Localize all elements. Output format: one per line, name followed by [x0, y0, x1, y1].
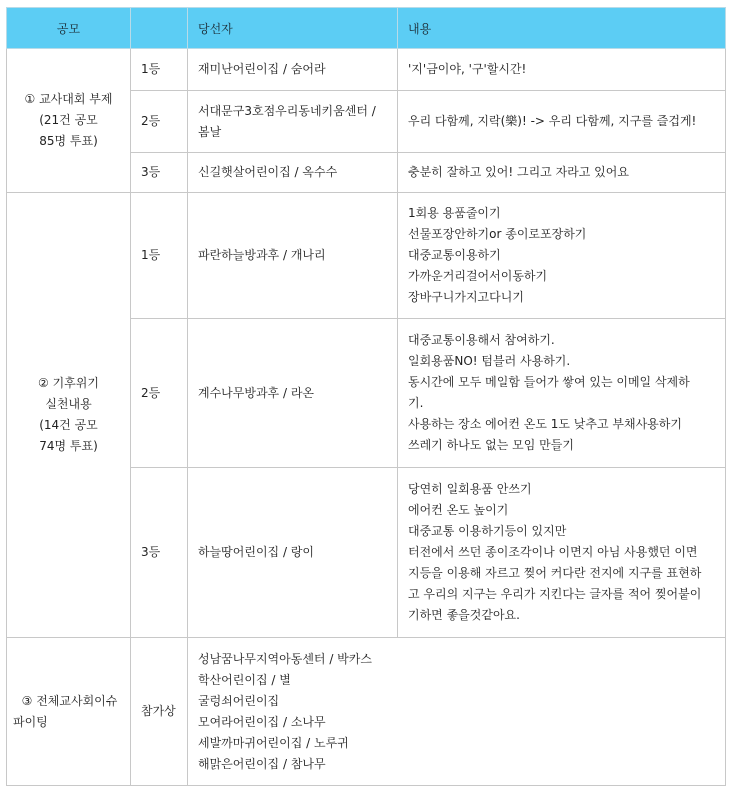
winner-cell: [188, 153, 398, 193]
table-row: [7, 49, 726, 91]
content-line: 대중교통 이용하기등이 있지만: [408, 524, 567, 538]
group-label-line: 파이팅: [13, 714, 48, 729]
content-line: '지'금이야, '구'할시간!: [408, 62, 527, 76]
group-label: [7, 49, 131, 193]
winner-line: 봄날: [198, 124, 222, 139]
content-cell: [398, 91, 726, 153]
content-cell: [398, 468, 726, 638]
content-cell: [398, 319, 726, 468]
content-line: 터전에서 쓰던 종이조각이나 이면지 아님 사용했던 이면: [408, 545, 698, 559]
header-content: 내용: [398, 8, 726, 49]
winner-cell: [188, 49, 398, 91]
content-line: 우리 다함께, 지락(樂)! -> 우리 다함께, 지구를 즐겁게!: [408, 114, 697, 128]
winner-line: 하늘땅어린이집 / 랑이: [198, 545, 315, 559]
group-label-line: ① 교사대회 부제: [24, 92, 113, 106]
table-row: [7, 638, 726, 786]
content-line: 동시간에 모두 메일함 들어가 쌓여 있는 이메일 삭제하: [408, 375, 690, 389]
winner-line: 신길햇살어린이집 / 옥수수: [198, 165, 338, 179]
winner-line: 해맑은어린이집 / 참나무: [198, 756, 326, 771]
winner-line: 재미난어린이집 / 숨어라: [198, 62, 326, 76]
header-rank: [131, 8, 188, 49]
rank-cell: 1등: [131, 49, 188, 91]
winner-cell: [188, 193, 398, 319]
winner-line: 파란하늘방과후 / 개나리: [198, 248, 326, 262]
rank-cell: 1등: [131, 193, 188, 319]
content-line: 대중교통이용하기: [408, 248, 501, 262]
content-line: 일회용품NO! 텀블러 사용하기.: [408, 354, 571, 368]
winner-cell: [188, 319, 398, 468]
content-cell: [398, 49, 726, 91]
winner-line: 세발까마귀어린이집 / 노루귀: [198, 735, 349, 750]
group-label-line: ② 기후위기: [38, 376, 99, 390]
group-label: [7, 193, 131, 638]
rank-cell: 2등: [131, 91, 188, 153]
header-winner: 당선자: [188, 8, 398, 49]
winner-cell: [188, 468, 398, 638]
header-contest: 공모: [7, 8, 131, 49]
rank-cell: 2등: [131, 319, 188, 468]
content-line: 선물포장안하기or 종이로포장하기: [408, 227, 587, 241]
content-cell: [398, 193, 726, 319]
content-line: 지등을 이용해 자르고 찢어 커다란 전지에 지구를 표현하: [408, 566, 702, 580]
rank-cell: 3등: [131, 153, 188, 193]
content-line: 충분히 잘하고 있어! 그리고 자라고 있어요: [408, 165, 629, 179]
content-line: 사용하는 장소 에어컨 온도 1도 낮추고 부채사용하기: [408, 417, 682, 431]
winner-line: 계수나무방과후 / 라온: [198, 385, 315, 400]
results-table: [6, 7, 726, 786]
content-line: 대중교통이용해서 참여하기.: [408, 333, 555, 347]
winner-line: 모여라어린이집 / 소나무: [198, 714, 326, 729]
rank-cell: 참가상: [131, 638, 188, 786]
group-label-line: (21건 공모: [39, 113, 98, 127]
rank-cell: 3등: [131, 468, 188, 638]
content-line: 1회용 용품줄이기: [408, 206, 501, 220]
winner-cell: [188, 638, 726, 786]
content-line: 에어컨 온도 높이기: [408, 503, 509, 517]
group-label-line: (14건 공모: [39, 418, 98, 432]
content-line: 당연히 일회용품 안쓰기: [408, 482, 532, 496]
header-row: [7, 8, 726, 49]
group-label: [7, 638, 131, 786]
winner-line: 성남꿈나무지역아동센터 / 박카스: [198, 651, 372, 666]
content-line: 장바구니가지고다니기: [408, 290, 524, 304]
group-label-line: 85명 투표): [39, 134, 98, 148]
content-line: 기.: [408, 396, 424, 410]
group-label-line: 실천내용: [45, 397, 92, 411]
content-line: 쓰레기 하나도 없는 모임 만들기: [408, 438, 574, 452]
winner-cell: [188, 91, 398, 153]
winner-line: 굴렁쇠어린이집: [198, 693, 280, 708]
winner-line: 학산어린이집 / 별: [198, 672, 291, 687]
group-label-line: ③ 전체교사회이슈: [21, 693, 118, 708]
content-cell: [398, 153, 726, 193]
content-line: 기하면 좋을것같아요.: [408, 608, 520, 622]
group-label-line: 74명 투표): [39, 439, 98, 453]
table-row: [7, 193, 726, 319]
winner-line: 서대문구3호점우리동네키움센터 /: [198, 103, 376, 118]
content-line: 가까운거리걸어서이동하기: [408, 269, 548, 283]
content-line: 고 우리의 지구는 우리가 지킨다는 글자를 적어 찢어붙이: [408, 587, 702, 601]
